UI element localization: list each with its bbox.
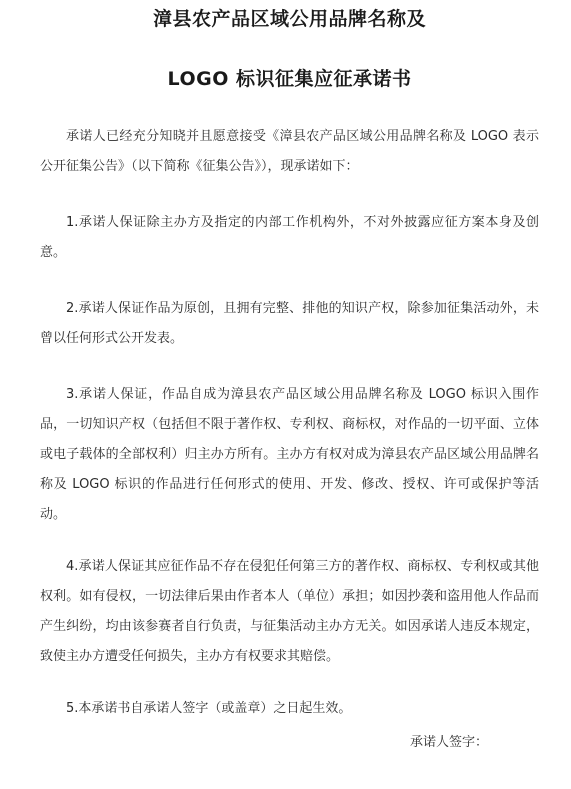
clause-4: 4.承诺人保证其应征作品不存在侵犯任何第三方的著作权、商标权、专利权或其他权利。如有侵权，一切法律后果由作者本人（单位）承担；如因抄袭和盗用他人作品而产生纠纷，均由该参赛者自行负责，与征集活动主办方无关。如因承诺人违反本规定，致使主办方遭受任何损失，主办方有权要求其赔偿。 [40, 559, 539, 664]
clause-5: 5.本承诺书自承诺人签字（或盖章）之日起生效。 [66, 701, 352, 716]
signature-label: 承诺人签字： [410, 735, 489, 750]
clause-3: 3.承诺人保证，作品自成为漳县农产品区域公用品牌名称及 LOGO 标识入围作品，一切知识产权（包括但不限于著作权、专利权、商标权，对作品的一切平面、立体或电子载体的全部权利）归主办方所有。主办方有权对成为漳县农产品区域公用品牌名称及 LOGO 标识的作品进行任何形式的使用、开发、修改、授权、许可或保护等活动。 [40, 387, 539, 522]
clause-2: 2.承诺人保证作品为原创，且拥有完整、排他的知识产权，除参加征集活动外，未曾以任何形式公开发表。 [40, 301, 539, 346]
clause-1: 1.承诺人保证除主办方及指定的内部工作机构外，不对外披露应征方案本身及创意。 [40, 215, 539, 260]
document-title-line-1: 漳县农产品区域公用品牌名称及 [152, 8, 426, 30]
intro-paragraph: 承诺人已经充分知晓并且愿意接受《漳县农产品区域公用品牌名称及 LOGO 表示公开征集公告》（以下简称《征集公告》），现承诺如下： [40, 129, 539, 174]
document-title-line-2: LOGO 标识征集应征承诺书 [167, 68, 412, 90]
